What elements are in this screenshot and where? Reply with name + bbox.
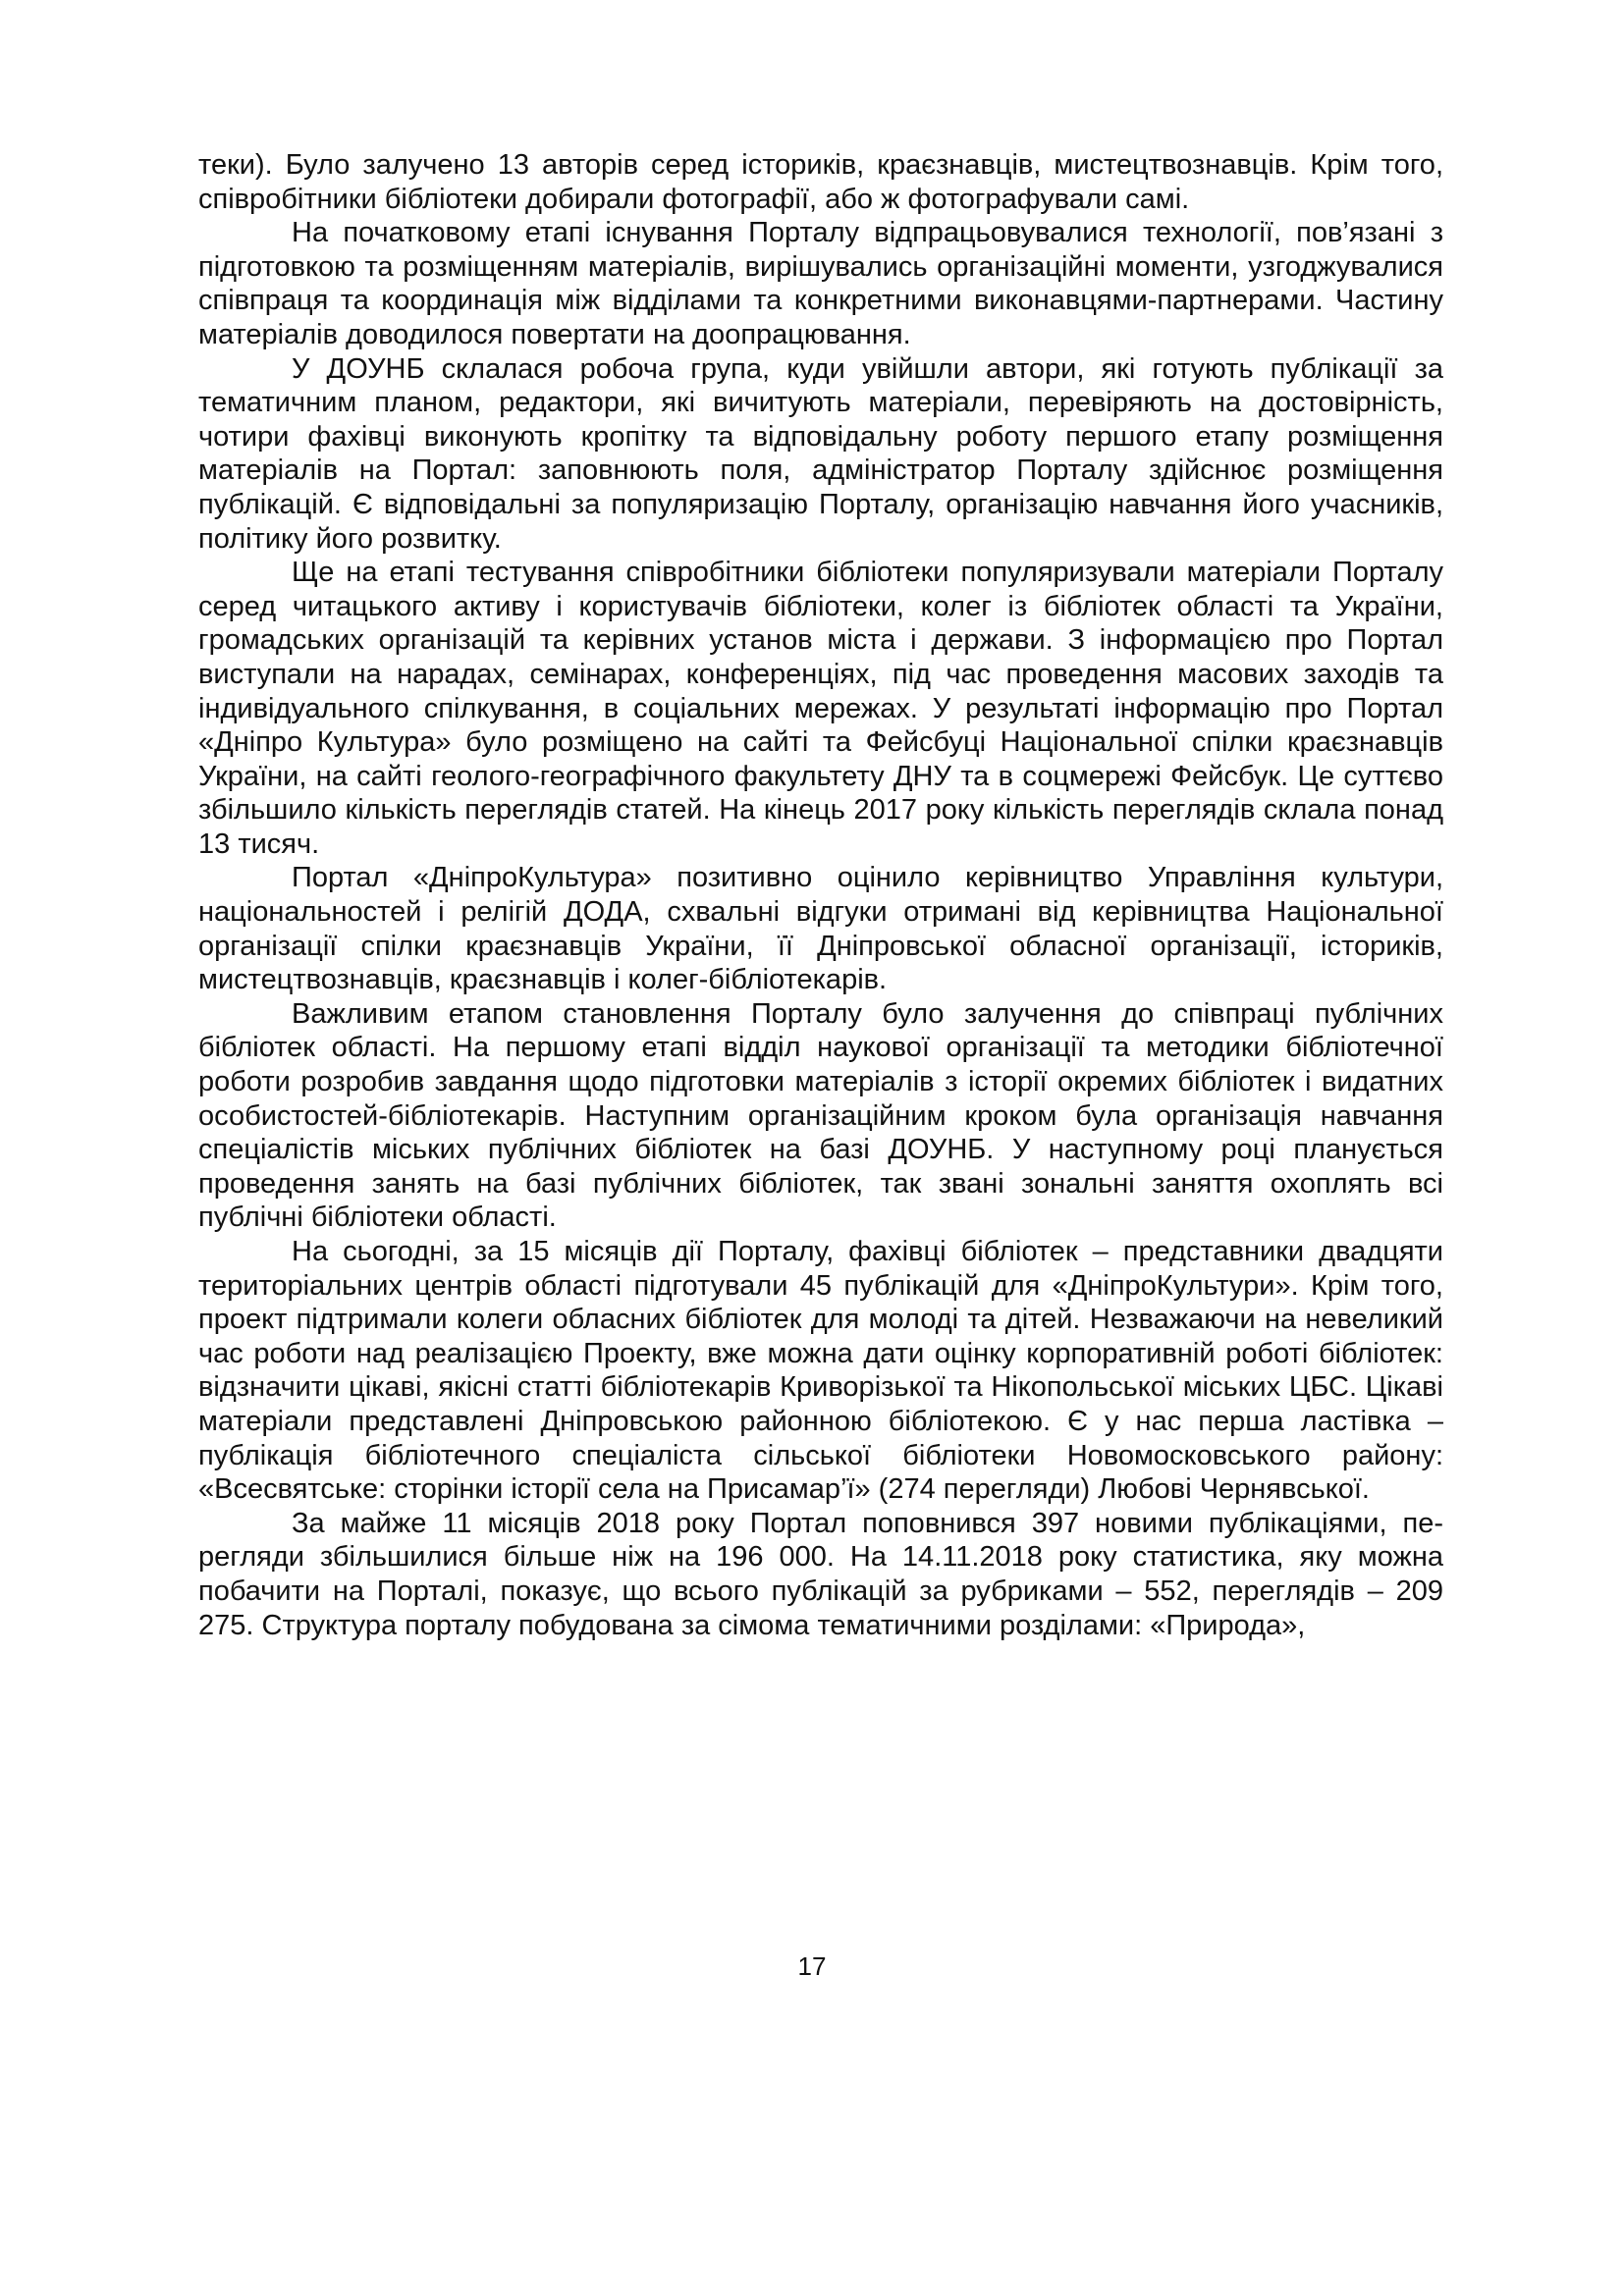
paragraph-2: На початковому етапі існування Порталу відпрацьовувалися технології, пов’язані з підготовкою та розміщенням матеріалів, вирішувались організаційні моменти, узгоджувалися співпраця та координація між відділами та конкретними виконавцями-партнерами. Частину матеріалів доводилося повертати на доопрацювання. xyxy=(198,217,1443,350)
page-number: 17 xyxy=(797,1951,827,1981)
paragraph-5: Портал «ДніпроКультура» позитивно оцінило керівництво Управління культури, національностей і релігій ДОДА, схвальні відгуки отримані від керівництва Національної організації спілки краєзнавців України, її Дніпровської обласної організації, істориків, мистецтвознавців, краєзнавців і колег-бібліотекарів. xyxy=(198,862,1443,996)
paragraph-4: Ще на етапі тестування співробітники бібліотеки популяризували матеріали Порталу серед читацького активу і користувачів бібліотеки, колег із бібліотек області та України, громадських організацій та керівних установ міста і держави. З інформацією про Портал виступали на нарадах, семінарах, конференціях, під час проведення масових заходів та індивідуального спілкування, в соціальних мережах. У результаті інформацію про Портал «Дніпро Культура» було розміщено на сайті та Фейсбуці Національної спілки краєзнавців України, на сайті геолого-географічного факультету ДНУ та в соцмережі Фейсбук. Це суттєво збільшило кількість переглядів статей. На кінець 2017 року кількість переглядів склала понад 13 тисяч. xyxy=(198,557,1443,860)
paragraph-8: За майже 11 місяців 2018 року Портал поповнився 397 новими публікаціями, перегляди збільшилися більше ніж на 196 000. На 14.11.2018 року статистика, яку можна побачити на Порталі, показує, що всього публікацій за рубриками – 552, переглядів – 209 275. Структура порталу побудована за сімома тематичними розділами: «Природа», xyxy=(198,1507,1443,1641)
paragraph-6: Важливим етапом становлення Порталу було залучення до співпраці публічних бібліотек області. На першому етапі відділ наукової організації та методики бібліотечної роботи розробив завдання щодо підготовки матеріалів з історії окремих бібліотек і видатних особистостей-бібліотекарів. Наступним організаційним кроком була організація навчання спеціалістів міських публічних бібліотек на базі ДОУНБ. У наступному році планується проведення занять на базі публічних бібліотек, так звані зональні заняття охоплять всі публічні бібліотеки області. xyxy=(198,997,1443,1234)
paragraph-7: На сьогодні, за 15 місяців дії Порталу, фахівці бібліотек – представники двадцяти територіальних центрів області підготували 45 публікацій для «ДніпроКультури». Крім того, проект підтримали колеги обласних бібліотек для молоді та дітей. Незважаючи на невеликий час роботи над реалізацією Проекту, вже можна дати оцінку корпоративній роботі бібліотек: відзначити цікаві, якісні статті бібліотекарів Криворізької та Нікопольської міських ЦБС. Цікаві матеріали представлені Дніпровською районною бібліотекою. Є у нас перша ластівка – публікація бібліотечного спеціаліста сільської бібліотеки Новомосковського району: «Всесвятське: сторінки історії села на Присамар’ї» (274 перегляди) Любові Чернявської. xyxy=(198,1236,1443,1506)
body-text xyxy=(198,148,1443,1642)
paragraph-3: У ДОУНБ склалася робоча група, куди увійшли автори, які готують публікації за тематичним планом, редактори, які вичитують матеріали, перевіряють на достовірність, чотири фахівці виконують кропітку та відповідальну роботу першого етапу розміщення матеріалів на Портал: заповнюють поля, адміністратор Порталу здійснює розміщення публікацій. Є відповідальні за популяризацію Порталу, організацію навчання його учасників, політику його розвитку. xyxy=(198,352,1443,555)
paragraph-1: теки). Було залучено 13 авторів серед істориків, краєзнавців, мистецтвознавців. Крім того, співробітники бібліотеки добирали фотографії, або ж фотографували самі. xyxy=(198,149,1443,215)
